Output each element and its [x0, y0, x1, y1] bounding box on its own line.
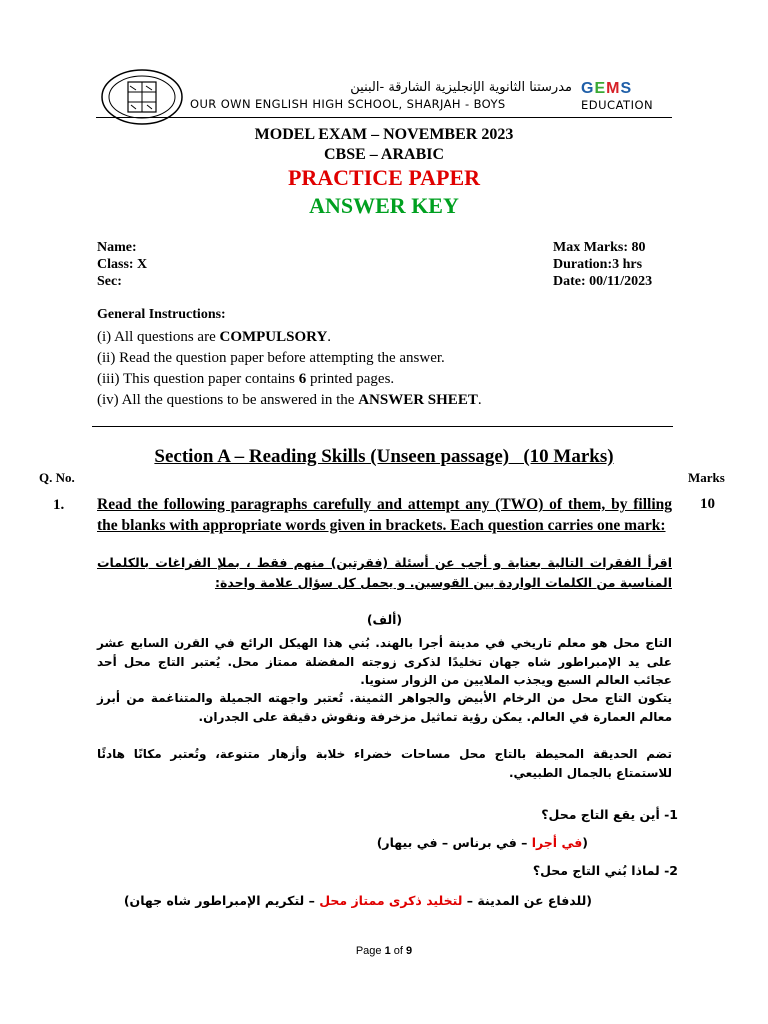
- passage-label: (ألف): [366, 612, 403, 627]
- exam-date: Date: 00/11/2023: [553, 274, 653, 289]
- correct-answer: في أجرا: [531, 835, 583, 850]
- instruction-2: (ii) Read the question paper before attempting the answer.: [97, 350, 445, 366]
- passage-paragraph-2: يتكون التاج محل من الرخام الأبيض والجواهر الثمينة. تُعتبر واجهته الجميلة والمتناغمة من أبرز معالم العمارة في العالم. يمكن رؤية تماثيل مزخرفة ونقوش دقيقة على الجدران.: [97, 691, 672, 724]
- school-name-arabic: مدرستنا الثانوية الإنجليزية الشارقة -البنين: [350, 80, 572, 95]
- passage-paragraph-3: تضم الحديقة المحيطة بالتاج محل مساحات خضراء خلابة وأزهار متنوعة، وتُعتبر مكانًا هادئًا للاستمتاع بالجمال الطبيعي.: [97, 747, 672, 780]
- qno-header: Q. No.: [39, 470, 75, 485]
- section-divider: [92, 426, 673, 427]
- gems-logo: GEMS: [581, 80, 633, 97]
- gems-education-label: EDUCATION: [581, 98, 654, 112]
- max-marks: Max Marks: 80: [553, 240, 646, 255]
- question-marks: 10: [700, 496, 715, 512]
- student-meta: [97, 239, 147, 290]
- instruction-3: (iii) This question paper contains 6 printed pages.: [97, 371, 395, 387]
- name-label: Name:: [97, 240, 137, 255]
- arabic-instruction: اقرأ الفقرات التالية بعناية و أجب عن أسئلة (فقرتين) منهم فقط ، بملإ الفراغات بالكلمات المناسبة من الكلمات الواردة بين القوسين. و يحمل كل سؤال علامة واحدة:: [97, 555, 672, 590]
- sub-question-2: 2- لماذا بُني التاج محل؟: [532, 863, 678, 878]
- question-number: 1.: [53, 497, 65, 513]
- instructions-list: [97, 327, 482, 411]
- sub-question-2-options: (للدفاع عن المدينة – لتخليد ذكرى ممتاز محل – لتكريم الإمبراطور شاه جهان): [123, 893, 592, 908]
- practice-paper-title: PRACTICE PAPER: [287, 165, 481, 190]
- question-text: Read the following paragraphs carefully and attempt any (TWO) of them, by filling the blanks with appropriate words given in brackets. Each question carries one mark:: [97, 496, 672, 534]
- correct-answer: لتخليد ذكرى ممتاز محل: [319, 893, 463, 908]
- sub-question-1: 1- أين يقع التاج محل؟: [541, 807, 678, 822]
- section-title: Section A – Reading Skills (Unseen passage) (10 Marks): [154, 446, 614, 467]
- school-name-english: OUR OWN ENGLISH HIGH SCHOOL, SHARJAH - BOYS: [190, 97, 506, 111]
- answer-key-title: ANSWER KEY: [309, 193, 459, 218]
- passage-paragraph-1: التاج محل هو معلم تاريخي في مدينة أجرا بالهند. بُني هذا الهيكل الرائع في القرن السابع عشر على يد الإمبراطور شاه جهان تخليدًا لذكرى زوجته المفضلة ممتاز محل. يُعتبر التاج محل أحد عجائب العالم السبع ويجذب الملايين من الزوار سنويا.: [97, 636, 672, 687]
- subject-title: CBSE – ARABIC: [323, 146, 445, 163]
- sec-label: Sec:: [97, 274, 122, 289]
- duration: Duration:3 hrs: [553, 257, 643, 272]
- class-label: Class: X: [97, 257, 148, 272]
- instruction-4: (iv) All the questions to be answered in the ANSWER SHEET.: [97, 392, 482, 408]
- sub-question-1-options: (في أجرا – في برناس – في بيهار): [376, 835, 588, 850]
- exam-meta: [553, 239, 652, 290]
- page-footer: Page 1 of 9: [355, 945, 413, 957]
- marks-header: Marks: [688, 470, 725, 485]
- instruction-1: (i) All questions are COMPULSORY.: [97, 329, 332, 345]
- exam-title: MODEL EXAM – NOVEMBER 2023: [254, 126, 514, 143]
- instructions-heading: General Instructions:: [97, 307, 226, 322]
- header-divider: [96, 117, 672, 118]
